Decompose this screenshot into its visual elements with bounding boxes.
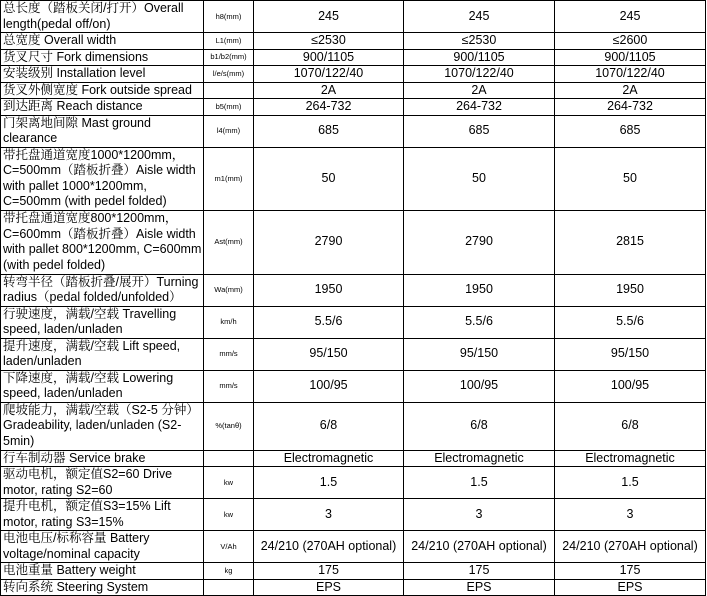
row-unit: mm/s xyxy=(204,370,254,402)
row-unit: l/e/s(mm) xyxy=(204,66,254,83)
row-label: 驱动电机，额定值S2=60 Drive motor, rating S2=60 xyxy=(1,467,204,499)
row-value-2: 2A xyxy=(404,82,555,99)
table-row xyxy=(1,274,706,306)
table-row xyxy=(1,579,706,596)
table-row xyxy=(1,563,706,580)
row-value-2: 1070/122/40 xyxy=(404,66,555,83)
row-unit: b1/b2(mm) xyxy=(204,49,254,66)
row-value-2: 5.5/6 xyxy=(404,306,555,338)
row-value-1: 1070/122/40 xyxy=(254,66,404,83)
row-value-3: 1950 xyxy=(555,274,706,306)
table-row xyxy=(1,49,706,66)
row-label: 下降速度，满载/空载 Lowering speed, laden/unladen xyxy=(1,370,204,402)
row-value-1: 3 xyxy=(254,499,404,531)
row-value-2: 175 xyxy=(404,563,555,580)
row-value-1: 175 xyxy=(254,563,404,580)
row-value-1: 95/150 xyxy=(254,338,404,370)
row-value-2: 95/150 xyxy=(404,338,555,370)
row-value-2: 1950 xyxy=(404,274,555,306)
row-value-1: 900/1105 xyxy=(254,49,404,66)
row-label: 带托盘通道宽度800*1200mm，C=600mm（踏板折叠）Aisle width with pallet 800*1200mm, C=600mm (with pedel folded) xyxy=(1,210,204,274)
row-value-1: 50 xyxy=(254,147,404,210)
table-row xyxy=(1,82,706,99)
row-value-2: 2790 xyxy=(404,210,555,274)
row-unit: L1(mm) xyxy=(204,33,254,50)
row-value-3: 24/210 (270AH optional) xyxy=(555,531,706,563)
row-value-3: 6/8 xyxy=(555,402,706,450)
table-row xyxy=(1,115,706,147)
row-value-3: EPS xyxy=(555,579,706,596)
row-label: 行驶速度，满载/空载 Travelling speed, laden/unladen xyxy=(1,306,204,338)
row-label: 总长度（踏板关闭/打开）Overall length(pedal off/on) xyxy=(1,1,204,33)
row-value-3: 685 xyxy=(555,115,706,147)
row-value-2: 1.5 xyxy=(404,467,555,499)
row-value-1: 1.5 xyxy=(254,467,404,499)
row-value-1: 2790 xyxy=(254,210,404,274)
row-unit: km/h xyxy=(204,306,254,338)
row-label: 总宽度 Overall width xyxy=(1,33,204,50)
row-value-1: 264-732 xyxy=(254,99,404,116)
row-value-2: 3 xyxy=(404,499,555,531)
table-row xyxy=(1,306,706,338)
row-label: 提升速度，满载/空载 Lift speed, laden/unladen xyxy=(1,338,204,370)
table-row xyxy=(1,210,706,274)
row-value-3: 2A xyxy=(555,82,706,99)
row-unit: kg xyxy=(204,563,254,580)
row-value-3: 50 xyxy=(555,147,706,210)
row-value-1: 2A xyxy=(254,82,404,99)
row-unit: Ast(mm) xyxy=(204,210,254,274)
row-value-2: 100/95 xyxy=(404,370,555,402)
table-row xyxy=(1,1,706,33)
table-row xyxy=(1,147,706,210)
row-value-1: 100/95 xyxy=(254,370,404,402)
row-unit: kw xyxy=(204,499,254,531)
row-value-3: 2815 xyxy=(555,210,706,274)
table-row xyxy=(1,66,706,83)
row-value-1: 685 xyxy=(254,115,404,147)
row-unit: m1(mm) xyxy=(204,147,254,210)
row-value-2: 6/8 xyxy=(404,402,555,450)
row-value-3: 264-732 xyxy=(555,99,706,116)
row-value-3: 3 xyxy=(555,499,706,531)
row-label: 到达距离 Reach distance xyxy=(1,99,204,116)
row-label: 转向系统 Steering System xyxy=(1,579,204,596)
row-value-3: 175 xyxy=(555,563,706,580)
table-row xyxy=(1,467,706,499)
row-label: 安装级别 Installation level xyxy=(1,66,204,83)
row-label: 门架离地间隙 Mast ground clearance xyxy=(1,115,204,147)
row-label: 爬坡能力，满载/空载（S2-5 分钟）Gradeability, laden/unladen (S2-5min) xyxy=(1,402,204,450)
row-value-2: ≤2530 xyxy=(404,33,555,50)
row-label: 货叉尺寸 Fork dimensions xyxy=(1,49,204,66)
row-label: 提升电机，额定值S3=15% Lift motor, rating S3=15% xyxy=(1,499,204,531)
row-unit: V/Ah xyxy=(204,531,254,563)
row-label: 电池重量 Battery weight xyxy=(1,563,204,580)
row-unit: kw xyxy=(204,467,254,499)
row-value-2: 50 xyxy=(404,147,555,210)
row-value-3: 245 xyxy=(555,1,706,33)
row-value-2: 245 xyxy=(404,1,555,33)
row-value-1: 6/8 xyxy=(254,402,404,450)
table-row xyxy=(1,99,706,116)
row-unit xyxy=(204,450,254,467)
table-row xyxy=(1,402,706,450)
row-value-3: 5.5/6 xyxy=(555,306,706,338)
row-label: 转弯半径（踏板折叠/展开）Turning radius（pedal folded/unfolded） xyxy=(1,274,204,306)
row-value-1: 245 xyxy=(254,1,404,33)
row-value-2: Electromagnetic xyxy=(404,450,555,467)
row-value-3: 100/95 xyxy=(555,370,706,402)
row-unit: Wa(mm) xyxy=(204,274,254,306)
row-unit xyxy=(204,579,254,596)
row-value-1: 24/210 (270AH optional) xyxy=(254,531,404,563)
row-value-3: 1.5 xyxy=(555,467,706,499)
row-unit: %(tanθ) xyxy=(204,402,254,450)
row-value-3: 95/150 xyxy=(555,338,706,370)
row-label: 货叉外侧宽度 Fork outside spread xyxy=(1,82,204,99)
row-label: 带托盘通道宽度1000*1200mm，C=500mm（踏板折叠）Aisle width with pallet 1000*1200mm, C=500mm (with pedel folded) xyxy=(1,147,204,210)
row-value-2: 685 xyxy=(404,115,555,147)
row-value-3: 1070/122/40 xyxy=(555,66,706,83)
row-value-2: 24/210 (270AH optional) xyxy=(404,531,555,563)
table-row xyxy=(1,499,706,531)
row-label: 电池电压/标称容量 Battery voltage/nominal capacity xyxy=(1,531,204,563)
row-value-1: 5.5/6 xyxy=(254,306,404,338)
table-row xyxy=(1,33,706,50)
table-row xyxy=(1,370,706,402)
row-unit xyxy=(204,82,254,99)
row-unit: b5(mm) xyxy=(204,99,254,116)
table-row xyxy=(1,531,706,563)
table-row xyxy=(1,338,706,370)
row-value-2: 264-732 xyxy=(404,99,555,116)
row-unit: l4(mm) xyxy=(204,115,254,147)
row-value-2: EPS xyxy=(404,579,555,596)
row-unit: mm/s xyxy=(204,338,254,370)
row-value-1: Electromagnetic xyxy=(254,450,404,467)
row-label: 行车制动器 Service brake xyxy=(1,450,204,467)
table-row xyxy=(1,450,706,467)
row-value-1: ≤2530 xyxy=(254,33,404,50)
row-value-3: ≤2600 xyxy=(555,33,706,50)
row-value-1: EPS xyxy=(254,579,404,596)
row-value-2: 900/1105 xyxy=(404,49,555,66)
row-unit: h8(mm) xyxy=(204,1,254,33)
row-value-1: 1950 xyxy=(254,274,404,306)
row-value-3: Electromagnetic xyxy=(555,450,706,467)
row-value-3: 900/1105 xyxy=(555,49,706,66)
